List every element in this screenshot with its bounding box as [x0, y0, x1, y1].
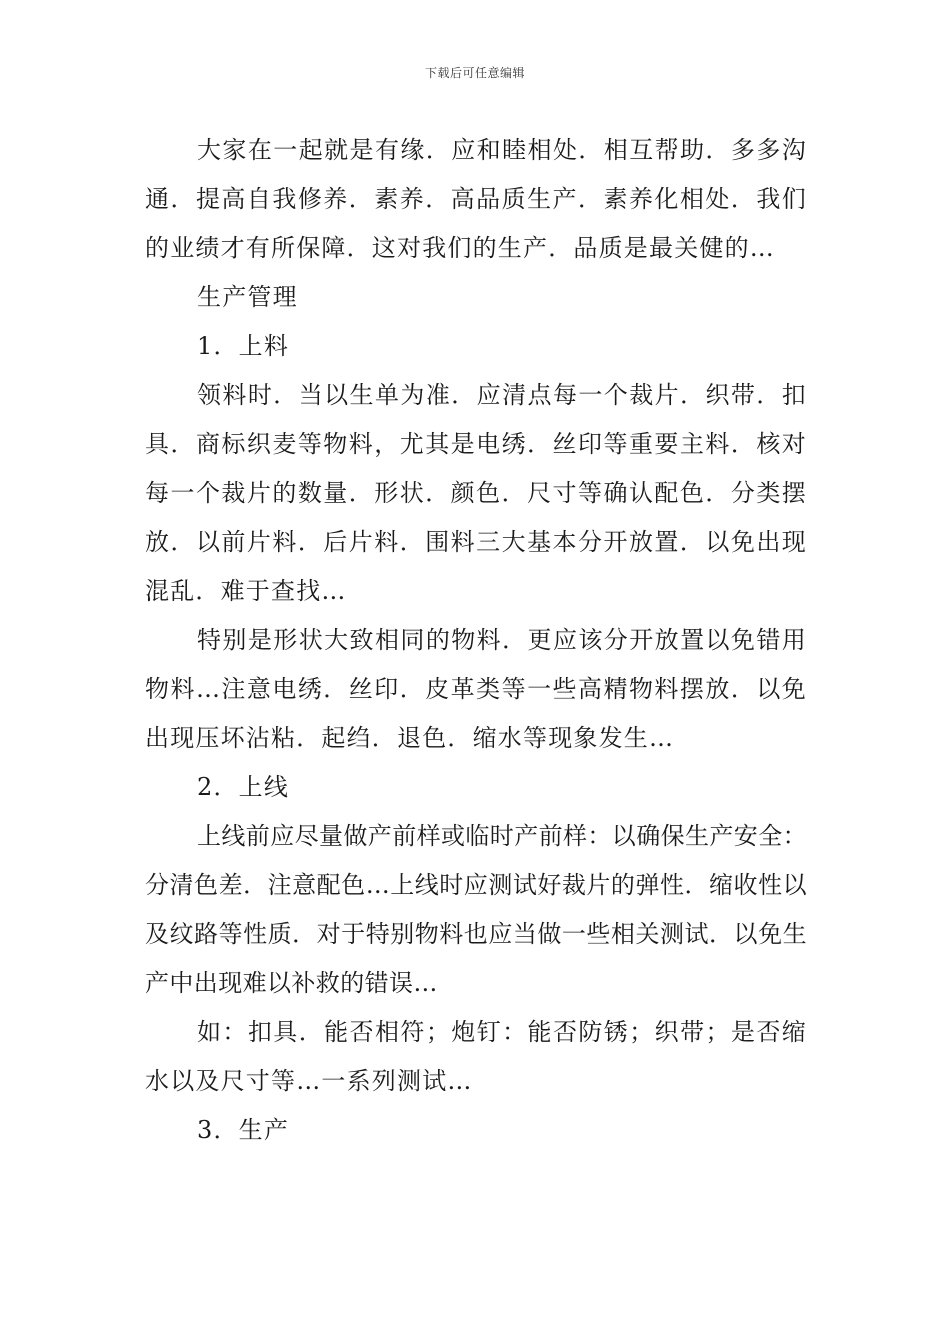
paragraph-intro: 大家在一起就是有缘．应和睦相处．相互帮助．多多沟通．提高自我修养．素养．高品质生产．素养化相处．我们的业绩才有所保障．这对我们的生产．品质是最关健的…: [145, 136, 807, 262]
paragraph-loading: 领料时．当以生单为准．应清点每一个裁片．织带．扣具．商标织麦等物料，尤其是电绣．丝印等重要主料．核对每一个裁片的数量．形状．颜色．尺寸等确认配色．分类摆放．以前片料．后片料．围料三大基本分开放置．以免出现混乱．难于查找…: [145, 381, 807, 605]
subsection-heading-production: 3．生产: [197, 1116, 290, 1144]
document-body: [145, 126, 807, 1155]
page-header: 下载后可任意编辑: [424, 66, 525, 80]
subsection-heading-online: 2．上线: [197, 773, 290, 801]
paragraph-loading-special: 特别是形状大致相同的物料．更应该分开放置以免错用物料…注意电绣．丝印．皮革类等一些高精物料摆放．以免出现压坏沾粘．起绉．退色．缩水等现象发生…: [145, 626, 807, 752]
paragraph-online-examples: 如：扣具．能否相符；炮钉：能否防锈；织带；是否缩水以及尺寸等…一系列测试…: [145, 1018, 807, 1095]
subsection-heading-loading: 1．上料: [197, 332, 290, 360]
paragraph-online: 上线前应尽量做产前样或临时产前样：以确保生产安全：分清色差．注意配色…上线时应测试好裁片的弹性．缩收性以及纹路等性质．对于特别物料也应当做一些相关测试．以免生产中出现难以补救的错误…: [145, 822, 807, 997]
section-heading-production-management: 生产管理: [197, 283, 298, 311]
